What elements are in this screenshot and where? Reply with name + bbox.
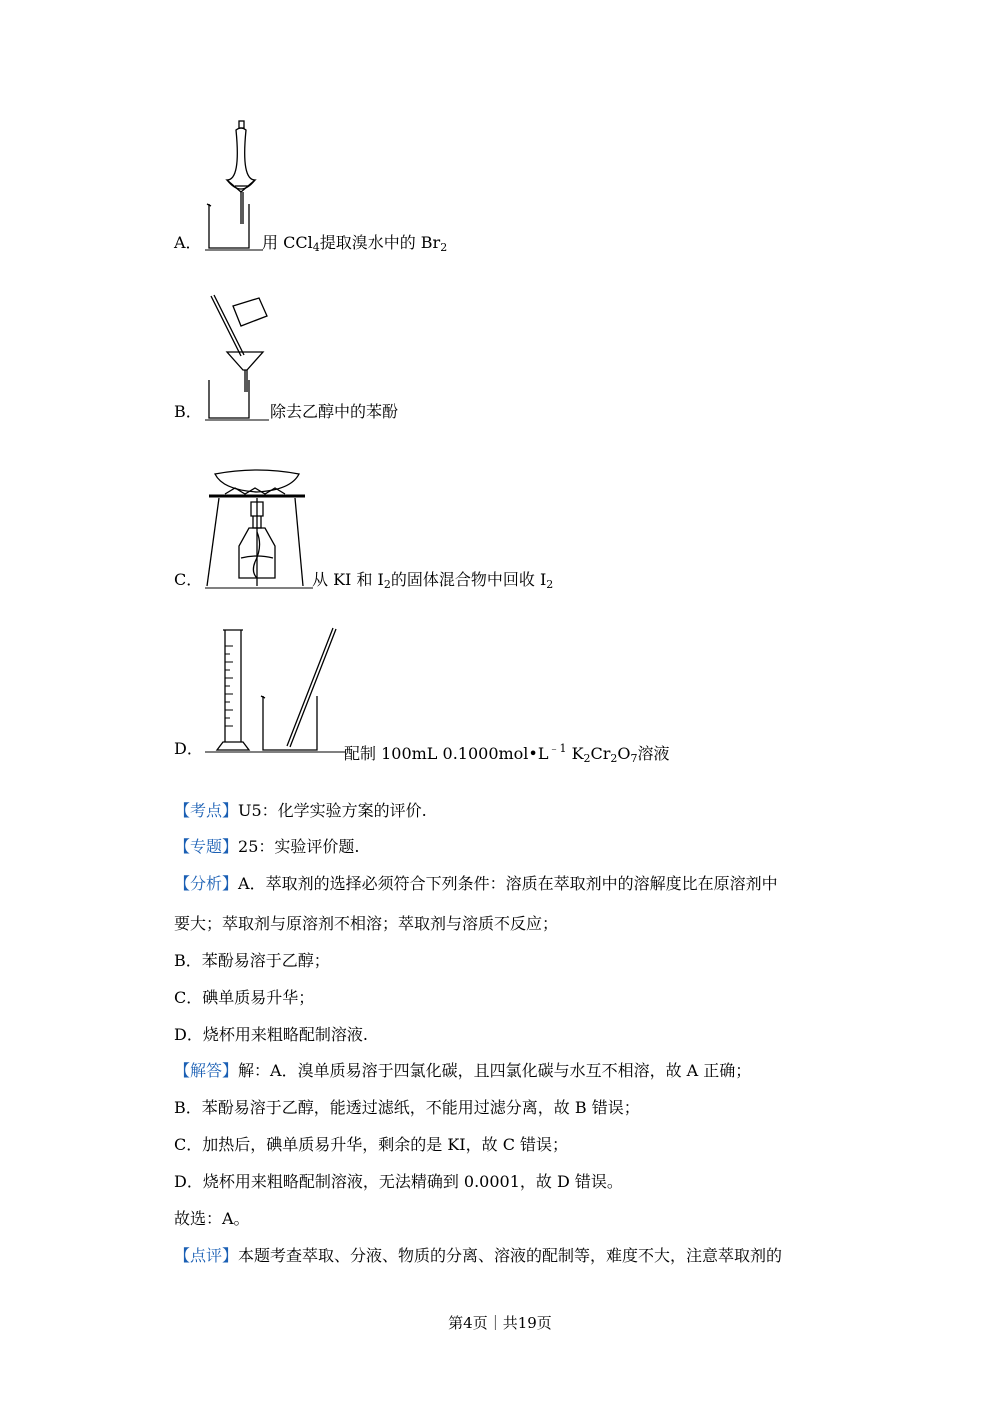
- option-b-caption: 除去乙醇中的苯酚: [270, 402, 399, 421]
- option-a-caption: 用 CCl$_4$提取溴水中的 $Br_2$: [262, 233, 448, 254]
- fenxi-tag: 【分析】: [174, 874, 239, 893]
- filtration-figure: [205, 292, 273, 422]
- kaodian-text: U5：化学实验方案的评价.: [238, 801, 427, 820]
- zhuanti-text: 25：实验评价题.: [238, 837, 360, 856]
- jieda-line-3: C．加热后，碘单质易升华，剩余的是 KI，故 C 错误；: [174, 1135, 569, 1154]
- option-a: [174, 233, 208, 253]
- option-letter: B．: [174, 402, 202, 421]
- dianping-tag: 【点评】: [174, 1246, 239, 1265]
- option-b: [174, 402, 208, 422]
- page-footer: 第4页｜共19页: [448, 1314, 552, 1332]
- option-letter: D．: [174, 739, 203, 758]
- option-c: [174, 570, 208, 590]
- jieda-line-5: 故选：A。: [174, 1209, 250, 1228]
- jieda-line-1: 【解答】解：A．溴单质易溶于四氯化碳，且四氯化碳与水互不相溶，故 A 正确；: [174, 1061, 752, 1080]
- dianping-line: 【点评】本题考查萃取、分液、物质的分离、溶液的配制等，难度不大，注意萃取剂的: [174, 1246, 783, 1265]
- option-c-caption: 从 KI 和 $I_2$的固体混合物中回收 $I_2$: [312, 570, 554, 591]
- zhuanti-tag: 【专题】: [174, 837, 239, 856]
- kaodian-tag: 【考点】: [174, 801, 239, 820]
- option-letter: C．: [174, 570, 203, 589]
- fenxi-line-3: B．苯酚易溶于乙醇；: [174, 951, 330, 970]
- zhuanti-line: [174, 837, 359, 857]
- option-letter: A．: [174, 233, 202, 252]
- jieda-tag: 【解答】: [174, 1061, 239, 1080]
- fenxi-line-2: 要大；萃取剂与原溶剂不相溶；萃取剂与溶质不反应；: [174, 914, 559, 933]
- fenxi-line-1: 【分析】A．萃取剂的选择必须符合下列条件：溶质在萃取剂中的溶解度比在原溶剂中: [174, 874, 778, 893]
- option-d-caption: 配制 100mL $0.1000mol•L^{﹣1}$ $K_2Cr_2O_7$溶液: [344, 742, 670, 765]
- evaporation-figure: [205, 466, 313, 590]
- separatory-funnel-figure: [205, 120, 263, 252]
- fenxi-line-5: D．烧杯用来粗略配制溶液.: [174, 1025, 368, 1044]
- fenxi-line-4: C．碘单质易升华；: [174, 988, 315, 1007]
- kaodian-line: [174, 801, 427, 821]
- option-d: [174, 739, 208, 759]
- jieda-line-4: D．烧杯用来粗略配制溶液，无法精确到 0.0001，故 D 错误。: [174, 1172, 623, 1191]
- jieda-line-2: B．苯酚易溶于乙醇，能透过滤纸，不能用过滤分离，故 B 错误；: [174, 1098, 640, 1117]
- graduated-cylinder-figure: [205, 626, 345, 756]
